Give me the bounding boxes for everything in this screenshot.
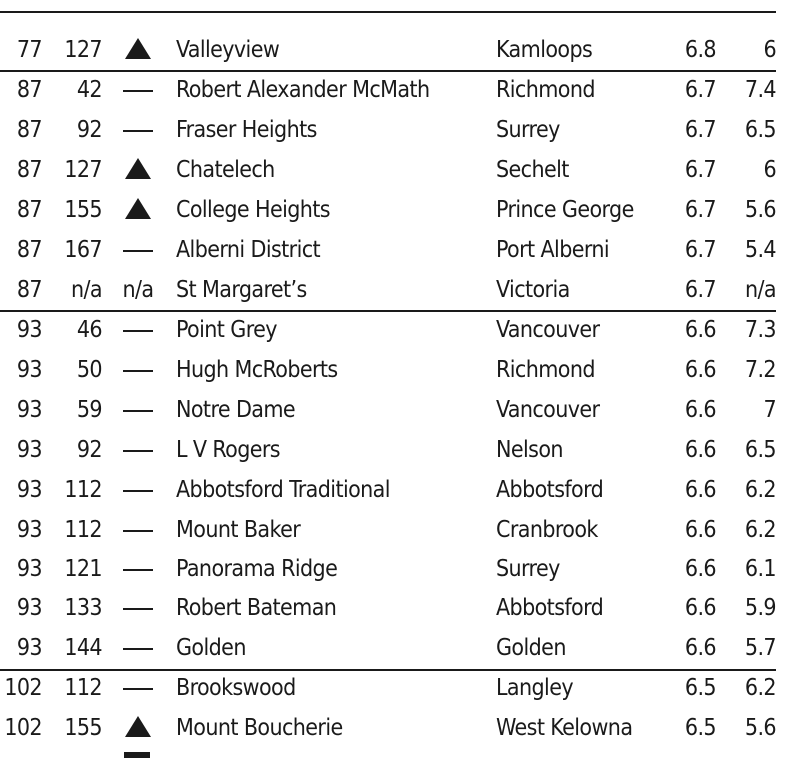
trend-cell (122, 270, 154, 310)
school-name-cell: Abbotsford Traditional (176, 477, 390, 503)
previous-rank-cell: 127 (64, 157, 102, 183)
trend-cell (122, 110, 154, 150)
trend-cell (122, 708, 154, 748)
trend-cell (122, 30, 154, 70)
dash-icon (123, 688, 153, 690)
previous-rank-cell: 133 (64, 595, 102, 621)
last-rating-cell: 5.9 (744, 595, 776, 621)
table-row (0, 230, 804, 270)
city-cell: Richmond (496, 357, 595, 383)
trend-text: n/a (122, 277, 154, 303)
last-rating-cell: 6.5 (744, 117, 776, 143)
table-row (0, 70, 804, 110)
dash-icon (123, 648, 153, 650)
school-name-cell: Fraser Heights (176, 117, 317, 143)
last-rating-cell: 7 (763, 397, 776, 423)
trend-cell (122, 549, 154, 589)
trend-cell (122, 70, 154, 110)
rating-cell: 6.6 (684, 477, 716, 503)
last-rating-cell: 7.4 (744, 77, 776, 103)
previous-rank-cell: 112 (64, 477, 102, 503)
table-row (0, 110, 804, 150)
table-top-rule (0, 11, 776, 13)
rank-cell: 87 (16, 117, 42, 143)
rating-cell: 6.6 (684, 635, 716, 661)
rank-cell: 93 (16, 517, 42, 543)
trend-cell (122, 390, 154, 430)
triangle-up-icon (125, 716, 151, 737)
rating-cell: 6.7 (684, 117, 716, 143)
table-row (0, 708, 804, 748)
trend-cell (122, 470, 154, 510)
previous-rank-cell: 144 (64, 635, 102, 661)
previous-rank-cell: 155 (64, 715, 102, 741)
table-row (0, 270, 804, 310)
school-name-cell: Golden (176, 635, 246, 661)
dash-icon (123, 90, 153, 92)
last-rating-cell: 6 (763, 37, 776, 63)
dash-icon (123, 530, 153, 532)
city-cell: Nelson (496, 437, 563, 463)
rank-cell: 93 (16, 477, 42, 503)
dash-icon (123, 608, 153, 610)
previous-rank-cell: 167 (64, 237, 102, 263)
city-cell: West Kelowna (496, 715, 633, 741)
city-cell: Port Alberni (496, 237, 610, 263)
school-name-cell: Notre Dame (176, 397, 296, 423)
school-name-cell: Chatelech (176, 157, 275, 183)
last-rating-cell: 7.3 (744, 317, 776, 343)
last-rating-cell: 6.2 (744, 675, 776, 701)
dash-icon (123, 330, 153, 332)
dash-icon (123, 130, 153, 132)
table-row (0, 350, 804, 390)
triangle-up-icon (125, 38, 151, 59)
school-name-cell: Robert Alexander McMath (176, 77, 430, 103)
previous-rank-cell: 46 (76, 317, 102, 343)
previous-rank-cell: 112 (64, 675, 102, 701)
rating-cell: 6.6 (684, 437, 716, 463)
school-name-cell: St Margaret’s (176, 277, 307, 303)
rating-cell: 6.6 (684, 595, 716, 621)
rating-cell: 6.6 (684, 317, 716, 343)
dash-icon (123, 250, 153, 252)
school-name-cell: Hugh McRoberts (176, 357, 338, 383)
table-row (0, 30, 804, 70)
rating-cell: 6.7 (684, 77, 716, 103)
trend-cell (122, 588, 154, 628)
city-cell: Kamloops (496, 37, 593, 63)
table-row (0, 310, 804, 350)
school-name-cell: Mount Boucherie (176, 715, 343, 741)
rank-cell: 93 (16, 556, 42, 582)
trend-cell (122, 190, 154, 230)
city-cell: Prince George (496, 197, 634, 223)
city-cell: Victoria (496, 277, 570, 303)
school-name-cell: Alberni District (176, 237, 321, 263)
school-name-cell: Robert Bateman (176, 595, 337, 621)
dash-icon (123, 410, 153, 412)
rating-cell: 6.5 (684, 675, 716, 701)
rating-cell: 6.7 (684, 197, 716, 223)
city-cell: Richmond (496, 77, 595, 103)
city-cell: Vancouver (496, 317, 600, 343)
school-name-cell: L V Rogers (176, 437, 280, 463)
last-rating-cell: 5.6 (744, 715, 776, 741)
rating-cell: 6.6 (684, 397, 716, 423)
table-row (0, 430, 804, 470)
rating-cell: 6.6 (684, 517, 716, 543)
city-cell: Abbotsford (496, 477, 604, 503)
table-row (0, 668, 804, 708)
trend-cell (122, 150, 154, 190)
rating-cell: 6.6 (684, 357, 716, 383)
city-cell: Surrey (496, 556, 560, 582)
city-cell: Langley (496, 675, 573, 701)
rating-cell: 6.7 (684, 237, 716, 263)
trend-cell (122, 510, 154, 550)
rating-cell: 6.5 (684, 715, 716, 741)
rank-cell: 93 (16, 317, 42, 343)
previous-rank-cell: 50 (76, 357, 102, 383)
table-row (0, 190, 804, 230)
rank-cell: 87 (16, 157, 42, 183)
previous-rank-cell: n/a (71, 277, 102, 303)
rank-cell: 102 (4, 715, 42, 741)
rank-cell: 87 (16, 277, 42, 303)
city-cell: Cranbrook (496, 517, 598, 543)
previous-rank-cell: 92 (76, 437, 102, 463)
table-row (0, 549, 804, 589)
city-cell: Vancouver (496, 397, 600, 423)
trend-cell (122, 628, 154, 668)
dash-icon (123, 370, 153, 372)
rating-cell: 6.6 (684, 556, 716, 582)
city-cell: Surrey (496, 117, 560, 143)
school-name-cell: Mount Baker (176, 517, 301, 543)
trend-cell (122, 430, 154, 470)
rank-cell: 93 (16, 357, 42, 383)
city-cell: Sechelt (496, 157, 569, 183)
last-rating-cell: 6.5 (744, 437, 776, 463)
triangle-up-icon (125, 198, 151, 219)
previous-rank-cell: 155 (64, 197, 102, 223)
table-row (0, 588, 804, 628)
rank-cell: 87 (16, 237, 42, 263)
last-rating-cell: 7.2 (744, 357, 776, 383)
city-cell: Golden (496, 635, 566, 661)
rating-cell: 6.7 (684, 157, 716, 183)
city-cell: Abbotsford (496, 595, 604, 621)
last-rating-cell: 5.4 (744, 237, 776, 263)
triangle-up-icon (125, 158, 151, 179)
rank-cell: 87 (16, 197, 42, 223)
table-row (0, 470, 804, 510)
school-name-cell: Valleyview (176, 37, 280, 63)
table-row (0, 510, 804, 550)
rank-cell: 102 (4, 675, 42, 701)
last-rating-cell: 6.1 (744, 556, 776, 582)
previous-rank-cell: 121 (64, 556, 102, 582)
rating-cell: 6.7 (684, 277, 716, 303)
dash-icon (123, 569, 153, 571)
previous-rank-cell: 127 (64, 37, 102, 63)
trend-cell (122, 310, 154, 350)
dash-icon (123, 450, 153, 452)
trend-cell (122, 350, 154, 390)
table-row (0, 150, 804, 190)
last-rating-cell: 6.2 (744, 477, 776, 503)
rank-cell: 77 (16, 37, 42, 63)
previous-rank-cell: 59 (76, 397, 102, 423)
last-rating-cell: 6 (763, 157, 776, 183)
last-rating-cell: 5.6 (744, 197, 776, 223)
trend-cell (122, 230, 154, 270)
school-name-cell: Point Grey (176, 317, 277, 343)
rank-cell: 93 (16, 397, 42, 423)
school-name-cell: College Heights (176, 197, 330, 223)
table-row (0, 628, 804, 668)
rating-cell: 6.8 (684, 37, 716, 63)
school-name-cell: Panorama Ridge (176, 556, 338, 582)
table-row (0, 390, 804, 430)
last-rating-cell: 5.7 (744, 635, 776, 661)
previous-rank-cell: 112 (64, 517, 102, 543)
previous-rank-cell: 42 (76, 77, 102, 103)
rank-cell: 93 (16, 437, 42, 463)
partial-triangle-up-icon (124, 752, 150, 758)
trend-cell (122, 668, 154, 708)
last-rating-cell: 6.2 (744, 517, 776, 543)
previous-rank-cell: 92 (76, 117, 102, 143)
school-name-cell: Brookswood (176, 675, 296, 701)
last-rating-cell: n/a (745, 277, 776, 303)
dash-icon (123, 490, 153, 492)
rank-cell: 87 (16, 77, 42, 103)
rank-cell: 93 (16, 635, 42, 661)
rank-cell: 93 (16, 595, 42, 621)
